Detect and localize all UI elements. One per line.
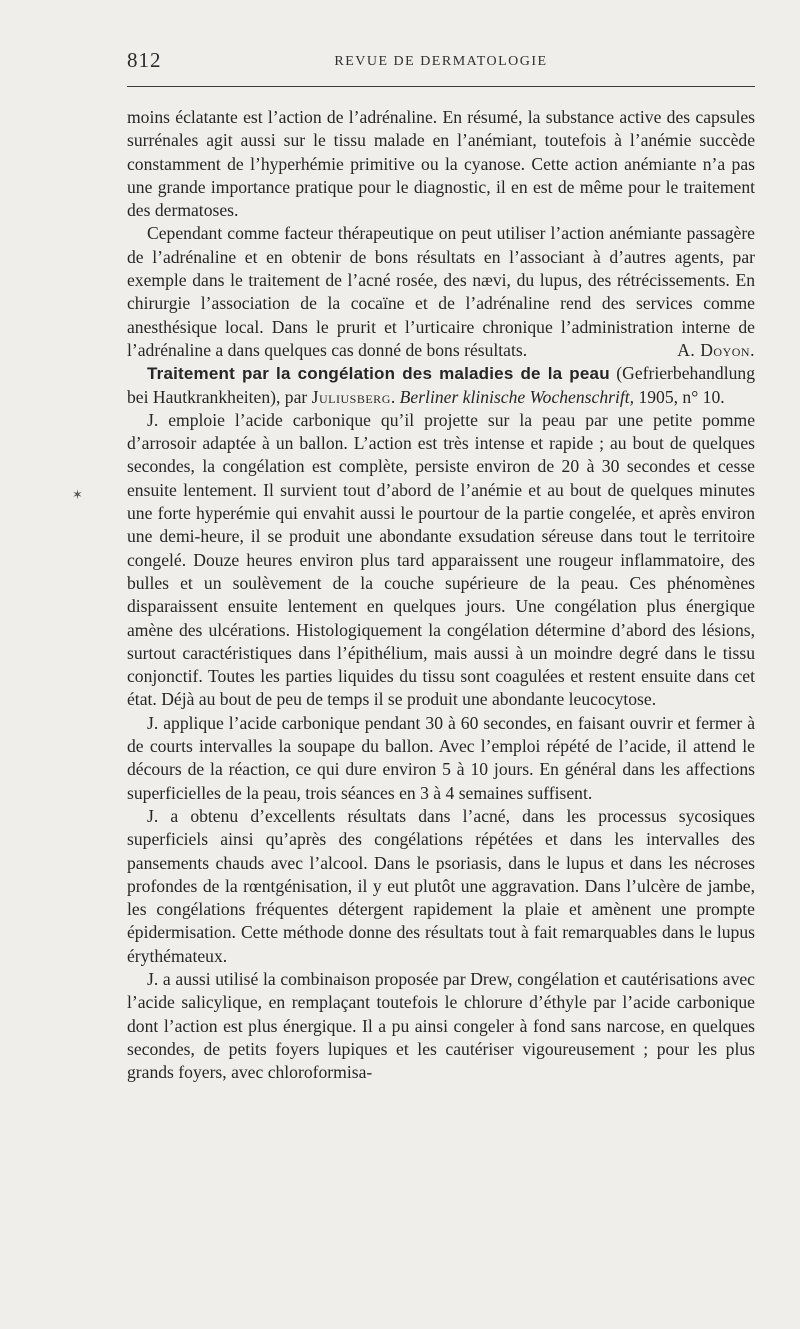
running-title: REVUE DE DERMATOLOGIE (334, 54, 548, 69)
article-journal: Berliner klinische Wochenschrift, (399, 386, 635, 407)
paragraph-2-text: Cependant comme facteur thérapeutique on peut utiliser l’action anémiante passagère de l’adrénaline et en obtenir de bons résultats en l’associant à d’autres agents, par exemple dans le traitement de l’acné rosée, des nævi, du lupus, des rétrécissements. En chirurgie l’association de la cocaïne et de l’adrénaline rend des services comme anesthésique local. Dans le prurit et l’urticaire chronique l’administration interne de l’adrénaline a dans quelques cas donné de bons résultats. (127, 223, 755, 360)
header-rule (127, 86, 755, 87)
article-author: Juliusberg (311, 386, 391, 407)
paragraph-1: moins éclatante est l’action de l’adrénaline. En résumé, la substance active des capsules surrénales agit aussi sur le tissu malade en l’anémiant, toutefois à l’anémie succède constamment de l’hyperhémie primitive ou la cyanose. Cette action anémiante n’a pas une grande importance pratique pour le diagnostic, il en est de même pour le traitement des dermatoses. (127, 107, 755, 221)
author-signature: A. Doyon. (677, 339, 755, 360)
paragraph-4: J. applique l’acide carbonique pendant 30 à 60 secondes, en faisant ouvrir et fermer à de courts intervalles la soupape du ballon. Avec l’emploi répété de l’acide, il attend le décours de la réaction, ce qui dure environ 5 à 10 jours. En général dans les affections superficielles de la peau, trois séances en 3 à 4 semaines suffisent. (127, 712, 755, 803)
paragraph-6: J. a aussi utilisé la combinaison proposée par Drew, congélation et cautérisations avec l’acide salicylique, en remplaçant toutefois le chlorure d’éthyle par l’acide carbonique dont l’action est plus énergique. Il a pu ainsi congeler à fond sans narcose, en quelques secondes, de petits foyers lupiques et les cautériser vigoureusement ; pour les plus grands foyers, avec chloroformisa- (127, 968, 755, 1083)
page-header (127, 48, 755, 74)
article-issue: 1905, n° 10. (638, 386, 725, 407)
body-text (127, 106, 755, 1084)
article-title: Traitement par la congélation des maladies de la peau (147, 364, 610, 384)
article-source: (Gefrierbehandlung bei Hautkrankheiten), par (127, 363, 755, 407)
paragraph-3: J. emploie l’acide carbonique qu’il projette sur la peau par une petite pomme d’arrosoir adaptée à un ballon. L’action est très intense et rapide ; au bout de quelques secondes, la congélation est complète, persiste environ de 20 à 30 secondes et cesse ensuite lentement. Il survient tout d’abord de l’anémie et au bout de quelques minutes une forte hyperémie qui envahit aussi le pourtour de la partie congelée, et après environ une demi-heure, il se produit une abondante exsudation séreuse dans tout le territoire congelé. Douze heures environ plus tard apparaissent une rougeur inflammatoire, des bulles et un soulèvement de la couche supérieure de la peau. Ces phénomènes disparaissent ensuite lentement en quelques jours. Une congélation plus énergique amène des ulcérations. Histologiquement la congélation détermine d’abord des lésions, surtout caractéristiques dans l’épithélium, mais aussi à un moindre degré dans le tissu conjonctif. Toutes les parties liquides du tissu sont coagulées et restent ensuite dans cet état. Déjà au bout de peu de temps il se produit une abondante leucocytose. (127, 409, 755, 710)
paragraph-2 (127, 222, 755, 362)
page-number: 812 (127, 48, 162, 72)
margin-mark: ✶ (72, 487, 83, 502)
paragraph-5: J. a obtenu d’excellents résultats dans l’acné, dans les processus sycosiques superficiels ainsi qu’après des congélations répétées et dans les intervalles des pansements chauds avec l’alcool. Dans le psoriasis, dans le lupus et dans les nécroses profondes de la rœntgénisation, il y eut plutôt une aggravation. Dans l’ulcère de jambe, les congélations fréquentes détergent rapidement la plaie et amènent une prompte épidermisation. Cette méthode donne des résultats tout à fait remarquables dans le lupus érythémateux. (127, 805, 755, 966)
article-heading: Traitement par la congélation des maladies de la peau (Gefrierbehandlung bei Hautkrankheiten), par Juliusberg. Berliner klinische Wochenschrift, 1905, n° 10. (127, 363, 755, 407)
